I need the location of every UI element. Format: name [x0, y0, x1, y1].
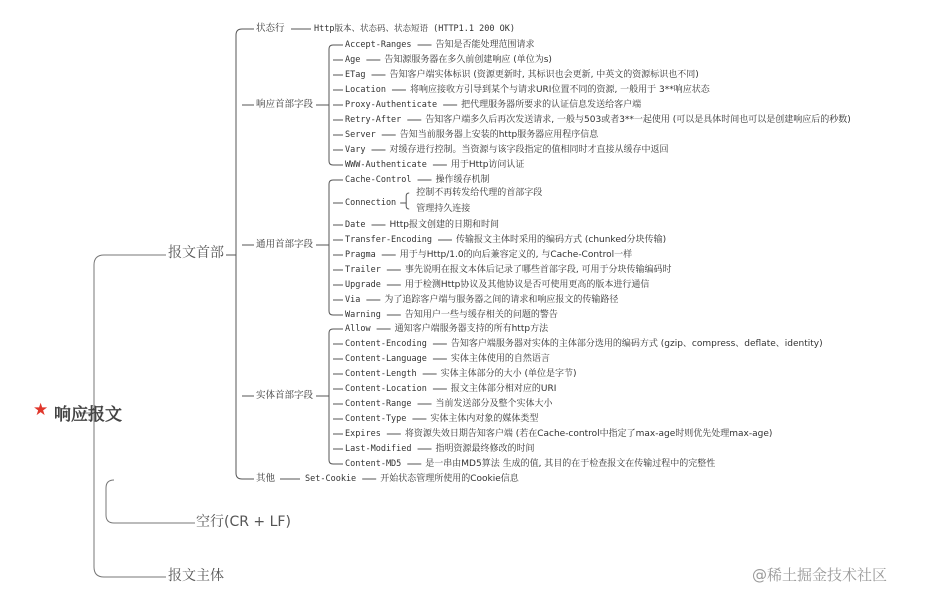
- connection-sub: 控制不再转发给代理的首部字段: [416, 188, 543, 198]
- field-name: Content-Location: [345, 384, 427, 394]
- field-desc: 告知客户端服务器对实体的主体部分选用的编码方式 (gzip、compress、deflate、identity): [450, 339, 823, 349]
- field-desc: 实体主体内对象的媒体类型: [430, 414, 539, 424]
- field-name: Pragma: [345, 250, 376, 260]
- field-name: Content-Range: [345, 399, 412, 409]
- other-label: 其他: [256, 473, 276, 484]
- field-desc: 用于Http访问认证: [450, 160, 525, 170]
- star-icon: ★: [33, 400, 49, 420]
- field-desc: 为了追踪客户端与服务器之间的请求和响应报文的传输路径: [384, 295, 619, 305]
- field-name: Expires: [345, 429, 381, 439]
- general-header-label: 通用首部字段: [256, 239, 314, 250]
- field-desc: 将资源失效日期告知客户端 (若在Cache-control中指定了max-age时则优先处理max-age): [404, 429, 773, 439]
- field-desc: 告知用户一些与缓存相关的问题的警告: [404, 310, 558, 320]
- field-desc: 传输报文主体时采用的编码方式 (chunked分块传输): [456, 235, 667, 245]
- branch-bracket: [106, 480, 114, 523]
- field-desc: 实体主体使用的自然语言: [450, 354, 550, 364]
- field-name: ETag: [345, 70, 366, 80]
- field-name: Via: [345, 295, 361, 305]
- field-name: Proxy-Authenticate: [345, 100, 438, 110]
- field-desc: 是一串由MD5算法 生成的值, 其目的在于检查报文在传输过程中的完整性: [425, 459, 716, 469]
- branch-bracket: [329, 329, 333, 464]
- field-desc: 事先说明在报文本体后记录了哪些首部字段, 可用于分块传输编码时: [404, 265, 672, 275]
- field-name: Allow: [345, 324, 371, 334]
- field-name: Upgrade: [345, 280, 381, 290]
- field-name: Content-MD5: [345, 459, 402, 469]
- field-name: Last-Modified: [345, 444, 412, 454]
- response-header-label: 响应首部字段: [256, 99, 314, 110]
- field-desc: 告知是否能处理范围请求: [435, 40, 535, 50]
- field-desc: 告知源服务器在多久前创建响应 (单位为s): [384, 55, 552, 65]
- entity-header-label: 实体首部字段: [256, 390, 314, 401]
- branch-bracket: [329, 180, 333, 315]
- field-desc: 操作缓存机制: [435, 175, 490, 185]
- field-name: Transfer-Encoding: [345, 235, 432, 245]
- field-desc: 开始状态管理所使用的Cookie信息: [380, 474, 519, 484]
- field-name: Age: [345, 55, 361, 65]
- field-desc: 告知客户端实体标识 (资源更新时, 其标识也会更新, 中英文的资源标识也不同): [389, 70, 699, 80]
- status-line-label: 状态行: [256, 23, 285, 34]
- field-desc: 对缓存进行控制。当资源与该字段指定的值相同时才直接从缓存中返回: [389, 145, 669, 155]
- field-name: Set-Cookie: [305, 474, 357, 484]
- field-desc: 将响应接收方引导到某个与请求URI位置不同的资源, 一般用于 3**响应状态: [409, 85, 710, 95]
- field-desc: 把代理服务器所要求的认证信息发送给客户端: [461, 100, 642, 110]
- field-name: Location: [345, 85, 386, 95]
- field-name: WWW-Authenticate: [345, 160, 427, 170]
- level1-header: 报文首部: [168, 245, 224, 261]
- level1-crlf: 空行(CR + LF): [196, 514, 291, 530]
- field-name: Trailer: [345, 265, 381, 275]
- field-desc: 报文主体部分相对应的URI: [450, 384, 557, 394]
- branch-bracket: [329, 45, 333, 165]
- root-node: 响应报文: [54, 405, 122, 425]
- field-name: Vary: [345, 145, 366, 155]
- status-line-desc: Http版本、状态码、状态短语 (HTTP1.1 200 OK): [314, 24, 515, 34]
- field-name: Cache-Control: [345, 175, 412, 185]
- field-desc: 通知客户端服务器支持的所有http方法: [394, 324, 549, 334]
- field-name: Warning: [345, 310, 381, 320]
- field-desc: 用于与Http/1.0的向后兼容定义的, 与Cache-Control一样: [399, 250, 633, 260]
- field-desc: 实体主体部分的大小 (单位是字节): [440, 369, 577, 379]
- field-name: Retry-After: [345, 115, 402, 125]
- branch-bracket: [406, 193, 409, 209]
- field-name: Content-Type: [345, 414, 407, 424]
- field-desc: 指明资源最终修改的时间: [435, 444, 535, 454]
- field-desc: 用于检测Http协议及其他协议是否可使用更高的版本进行通信: [404, 280, 650, 290]
- branch-bracket: [236, 29, 242, 479]
- watermark: @稀土掘金技术社区: [752, 566, 888, 584]
- field-desc: 告知当前服务器上安装的http服务器应用程序信息: [399, 130, 599, 140]
- field-name: Content-Encoding: [345, 339, 427, 349]
- level1-body: 报文主体: [168, 568, 224, 584]
- field-desc: 当前发送部分及整个实体大小: [435, 399, 553, 409]
- field-name: Date: [345, 220, 366, 230]
- field-name: Content-Language: [345, 354, 427, 364]
- connection-sub: 管理持久连接: [416, 204, 471, 214]
- field-name: Accept-Ranges: [345, 40, 412, 50]
- field-name: Content-Length: [345, 369, 417, 379]
- field-name: Connection: [345, 198, 397, 208]
- field-name: Server: [345, 130, 376, 140]
- field-desc: Http报文创建的日期和时间: [389, 220, 500, 230]
- field-desc: 告知客户端多久后再次发送请求, 一般与503或者3**一起使用 (可以是具体时间也可以是创建响应后的秒数): [425, 115, 851, 125]
